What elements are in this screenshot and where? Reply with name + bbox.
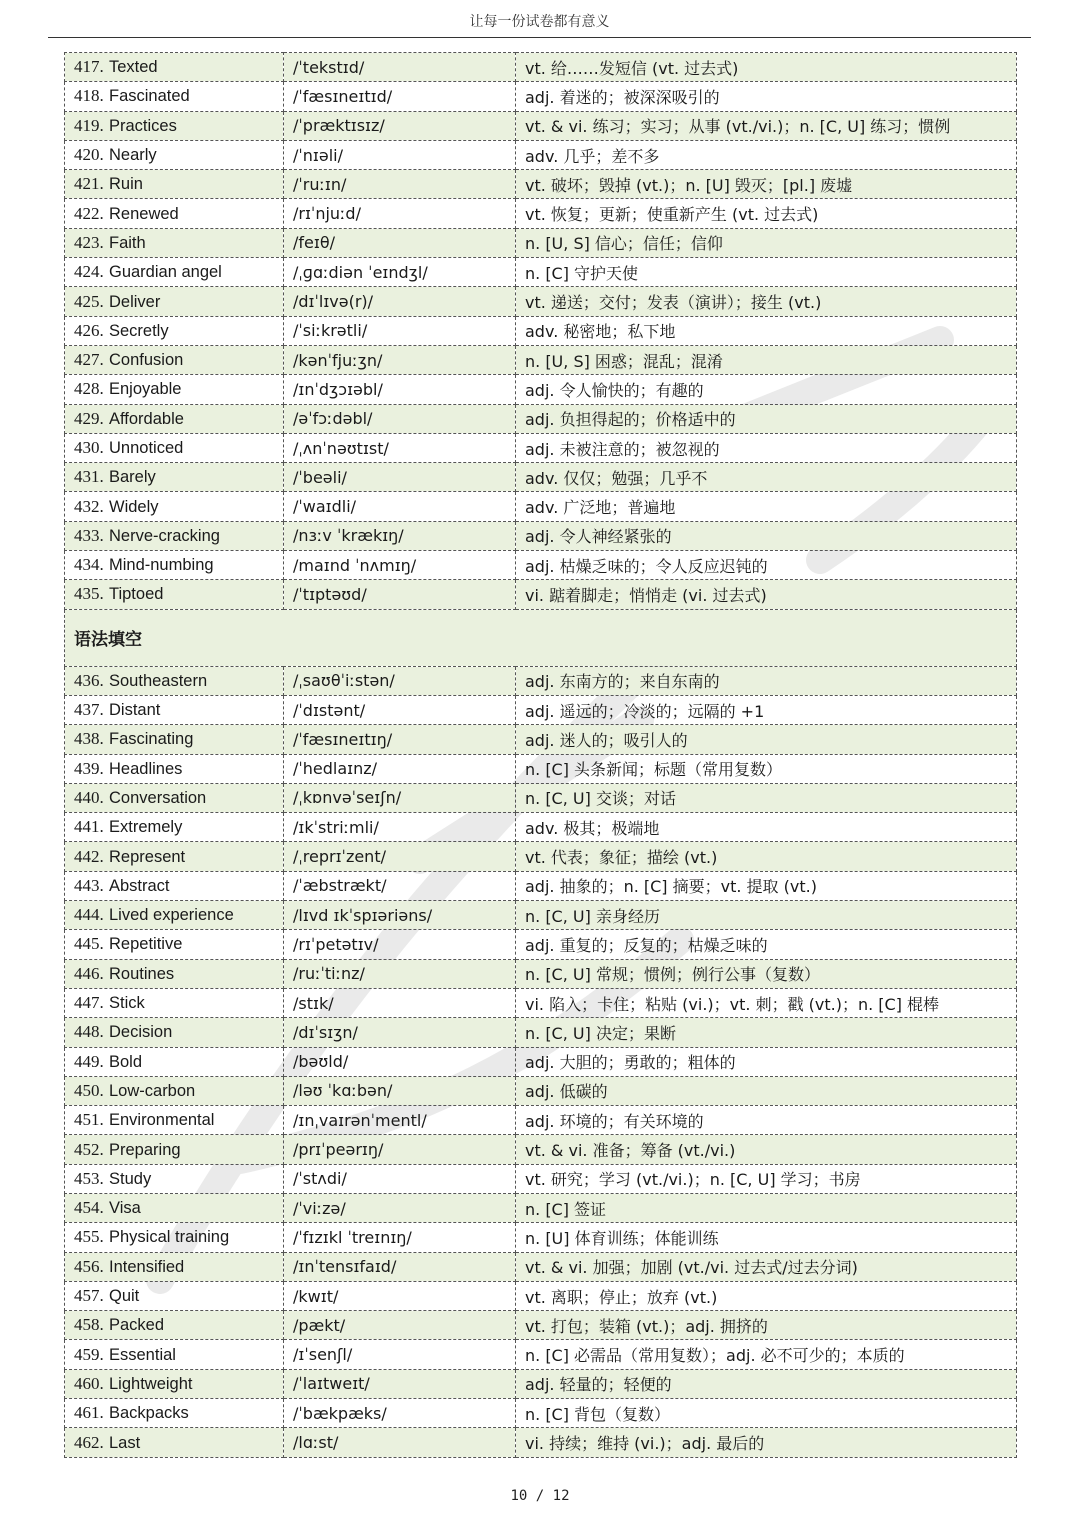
- table-row: [65, 1281, 1017, 1310]
- table-row: [65, 433, 1017, 462]
- page-number-total: 12: [552, 1488, 570, 1504]
- table-row: [65, 140, 1017, 169]
- entry-number: 451.: [74, 1110, 104, 1130]
- word-cell: [65, 959, 284, 988]
- table-row: [65, 959, 1017, 988]
- definition-cell: adj. 未被注意的；被忽视的: [516, 433, 1017, 462]
- entry-number: 458.: [74, 1315, 104, 1335]
- word-cell: [65, 375, 284, 404]
- definition-cell: vt. 打包；装箱 (vt.)；adj. 拥挤的: [516, 1311, 1017, 1340]
- entry-word: Physical training: [109, 1228, 230, 1247]
- entry-number: 421.: [74, 174, 104, 194]
- word-cell: [65, 930, 284, 959]
- section-title: 语法填空: [65, 609, 1017, 666]
- definition-cell: vt. & vi. 练习；实习；从事 (vt./vi.)；n. [C, U] 练习；惯例: [516, 111, 1017, 140]
- word-cell: [65, 988, 284, 1017]
- page-number-separator: /: [535, 1488, 545, 1504]
- page-header: [48, 0, 1031, 38]
- definition-cell: vt. 给……发短信 (vt. 过去式): [516, 53, 1017, 82]
- entry-word: Ruin: [109, 175, 143, 194]
- entry-number: 449.: [74, 1051, 104, 1071]
- word-cell: [65, 783, 284, 812]
- phonetic-cell: /ˈruːɪn/: [284, 170, 516, 199]
- phonetic-cell: /ˈbeəli/: [284, 463, 516, 492]
- entry-number: 444.: [74, 905, 104, 925]
- entry-number: 460.: [74, 1373, 104, 1393]
- entry-word: Backpacks: [109, 1404, 189, 1423]
- table-row: [65, 1428, 1017, 1457]
- entry-number: 453.: [74, 1168, 104, 1188]
- table-row: [65, 1018, 1017, 1047]
- entry-word: Packed: [109, 1316, 165, 1335]
- table-row: [65, 492, 1017, 521]
- word-cell: [65, 199, 284, 228]
- table-row: [65, 1340, 1017, 1369]
- entry-number: 433.: [74, 525, 104, 545]
- entry-number: 445.: [74, 934, 104, 954]
- table-row: [65, 1047, 1017, 1076]
- table-row: [65, 1164, 1017, 1193]
- phonetic-cell: /ˈwaɪdli/: [284, 492, 516, 521]
- entry-number: 456.: [74, 1256, 104, 1276]
- table-row: [65, 1252, 1017, 1281]
- table-row: [65, 228, 1017, 257]
- word-cell: [65, 345, 284, 374]
- definition-cell: vt. 破坏；毁掉 (vt.)；n. [U] 毁灭；[pl.] 废墟: [516, 170, 1017, 199]
- phonetic-cell: /ˈviːzə/: [284, 1193, 516, 1222]
- entry-number: 426.: [74, 320, 104, 340]
- word-cell: [65, 463, 284, 492]
- definition-cell: n. [C] 头条新闻；标题（常用复数）: [516, 754, 1017, 783]
- definition-cell: n. [C] 必需品（常用复数）；adj. 必不可少的；本质的: [516, 1340, 1017, 1369]
- definition-cell: vt. 递送；交付；发表（演讲）；接生 (vt.): [516, 287, 1017, 316]
- definition-cell: adj. 令人神经紧张的: [516, 521, 1017, 550]
- definition-cell: n. [U, S] 困惑；混乱；混淆: [516, 345, 1017, 374]
- table-row: [65, 1223, 1017, 1252]
- entry-word: Unnoticed: [109, 439, 184, 457]
- definition-cell: vt. & vi. 加强；加剧 (vt./vi. 过去式/过去分词): [516, 1252, 1017, 1281]
- definition-cell: n. [C] 守护天使: [516, 258, 1017, 287]
- entry-word: Guardian angel: [109, 263, 222, 282]
- entry-number: 425.: [74, 291, 104, 311]
- entry-number: 422.: [74, 203, 104, 223]
- definition-cell: n. [C, U] 常规；惯例；例行公事（复数）: [516, 959, 1017, 988]
- definition-cell: n. [C] 背包（复数）: [516, 1399, 1017, 1428]
- entry-number: 436.: [74, 670, 104, 690]
- table-row: [65, 813, 1017, 842]
- phonetic-cell: /ɪkˈstriːmli/: [284, 813, 516, 842]
- phonetic-cell: /prɪˈpeərɪŋ/: [284, 1135, 516, 1164]
- phonetic-cell: /nɜːv ˈkrækɪŋ/: [284, 521, 516, 550]
- entry-word: Low-carbon: [109, 1081, 196, 1100]
- phonetic-cell: /ɪnˈtensɪfaɪd/: [284, 1252, 516, 1281]
- entry-word: Faith: [109, 233, 146, 252]
- phonetic-cell: /ˌreprɪˈzent/: [284, 842, 516, 871]
- entry-word: Study: [109, 1169, 152, 1188]
- section-row: [65, 609, 1017, 666]
- word-cell: [65, 1369, 284, 1398]
- definition-cell: adv. 广泛地；普遍地: [516, 492, 1017, 521]
- entry-number: 446.: [74, 963, 104, 983]
- phonetic-cell: /ˈfæsɪneɪtɪd/: [284, 82, 516, 111]
- definition-cell: adj. 抽象的；n. [C] 摘要；vt. 提取 (vt.): [516, 871, 1017, 900]
- entry-word: Deliver: [109, 292, 161, 311]
- section-header-group: [65, 609, 1017, 666]
- phonetic-cell: /ˈfæsɪneɪtɪŋ/: [284, 725, 516, 754]
- entry-word: Decision: [109, 1023, 173, 1042]
- definition-cell: adj. 东南方的；来自东南的: [516, 666, 1017, 695]
- entry-word: Abstract: [109, 876, 170, 895]
- table-row: [65, 53, 1017, 82]
- entry-number: 437.: [74, 700, 104, 720]
- table-row: [65, 375, 1017, 404]
- table-row: [65, 287, 1017, 316]
- definition-cell: adj. 低碳的: [516, 1076, 1017, 1105]
- phonetic-cell: /ɪˈsenʃl/: [284, 1340, 516, 1369]
- phonetic-cell: /bəʊld/: [284, 1047, 516, 1076]
- entry-number: 443.: [74, 875, 104, 895]
- word-cell: [65, 170, 284, 199]
- definition-cell: adj. 负担得起的；价格适中的: [516, 404, 1017, 433]
- table-row: [65, 1369, 1017, 1398]
- phonetic-cell: /ˈsiːkrətli/: [284, 316, 516, 345]
- entry-number: 428.: [74, 379, 104, 399]
- word-cell: [65, 521, 284, 550]
- entry-number: 450.: [74, 1080, 104, 1100]
- word-cell: [65, 111, 284, 140]
- entry-number: 438.: [74, 729, 104, 749]
- table-row: [65, 199, 1017, 228]
- entry-number: 440.: [74, 787, 104, 807]
- word-cell: [65, 580, 284, 609]
- phonetic-cell: /kənˈfjuːʒn/: [284, 345, 516, 374]
- table-row: [65, 901, 1017, 930]
- table-row: [65, 463, 1017, 492]
- word-cell: [65, 901, 284, 930]
- definition-cell: n. [C, U] 亲身经历: [516, 901, 1017, 930]
- entry-number: 455.: [74, 1227, 104, 1247]
- word-cell: [65, 1135, 284, 1164]
- word-cell: [65, 695, 284, 724]
- phonetic-cell: /rɪˈpetətɪv/: [284, 930, 516, 959]
- definition-cell: n. [C] 签证: [516, 1193, 1017, 1222]
- table-row: [65, 988, 1017, 1017]
- word-cell: [65, 1252, 284, 1281]
- phonetic-cell: /ˈpræktɪsɪz/: [284, 111, 516, 140]
- entry-number: 439.: [74, 758, 104, 778]
- table-row: [65, 871, 1017, 900]
- entry-number: 417.: [74, 57, 104, 77]
- definition-cell: vt. & vi. 准备；筹备 (vt./vi.): [516, 1135, 1017, 1164]
- entry-number: 431.: [74, 467, 104, 487]
- entry-number: 423.: [74, 232, 104, 252]
- entry-word: Visa: [109, 1199, 141, 1218]
- table-row: [65, 783, 1017, 812]
- definition-cell: vt. 研究；学习 (vt./vi.)；n. [C, U] 学习；书房: [516, 1164, 1017, 1193]
- entry-number: 432.: [74, 496, 104, 516]
- word-cell: [65, 725, 284, 754]
- phonetic-cell: /ˈbækpæks/: [284, 1399, 516, 1428]
- entry-word: Headlines: [109, 759, 183, 778]
- word-cell: [65, 1106, 284, 1135]
- table-row: [65, 1193, 1017, 1222]
- word-cell: [65, 551, 284, 580]
- table-row: [65, 258, 1017, 287]
- entry-word: Tiptoed: [109, 585, 164, 604]
- table-row: [65, 1076, 1017, 1105]
- entry-word: Lived experience: [109, 906, 234, 925]
- definition-cell: n. [U, S] 信心；信任；信仰: [516, 228, 1017, 257]
- entry-number: 441.: [74, 817, 104, 837]
- entry-word: Southeastern: [109, 671, 208, 690]
- word-cell: [65, 1193, 284, 1222]
- table-row: [65, 695, 1017, 724]
- definition-cell: vt. 离职；停止；放弃 (vt.): [516, 1281, 1017, 1310]
- word-cell: [65, 1047, 284, 1076]
- entry-word: Barely: [109, 468, 156, 487]
- definition-cell: adv. 极其；极端地: [516, 813, 1017, 842]
- entry-word: Last: [109, 1433, 141, 1452]
- definition-cell: n. [U] 体育训练；体能训练: [516, 1223, 1017, 1252]
- word-cell: [65, 53, 284, 82]
- word-cell: [65, 1281, 284, 1310]
- phonetic-cell: /lɪvd ɪkˈspɪəriəns/: [284, 901, 516, 930]
- table-row: [65, 316, 1017, 345]
- phonetic-cell: /dɪˈlɪvə(r)/: [284, 287, 516, 316]
- table-row: [65, 521, 1017, 550]
- phonetic-cell: /ˌsaʊθˈiːstən/: [284, 666, 516, 695]
- phonetic-cell: /ˌʌnˈnəʊtɪst/: [284, 433, 516, 462]
- phonetic-cell: /ˈdɪstənt/: [284, 695, 516, 724]
- entry-number: 452.: [74, 1139, 104, 1159]
- definition-cell: adv. 仅仅；勉强；几乎不: [516, 463, 1017, 492]
- vocabulary-part-1: [65, 53, 1017, 610]
- phonetic-cell: /ɪnˈdʒɔɪəbl/: [284, 375, 516, 404]
- phonetic-cell: /əˈfɔːdəbl/: [284, 404, 516, 433]
- entry-word: Preparing: [109, 1140, 181, 1159]
- entry-word: Nerve-cracking: [109, 526, 220, 545]
- table-row: [65, 1135, 1017, 1164]
- definition-cell: adj. 重复的；反复的；枯燥乏味的: [516, 930, 1017, 959]
- entry-number: 447.: [74, 993, 104, 1013]
- word-cell: [65, 813, 284, 842]
- definition-cell: adj. 令人愉快的；有趣的: [516, 375, 1017, 404]
- phonetic-cell: /rɪˈnjuːd/: [284, 199, 516, 228]
- definition-cell: adj. 环境的；有关环境的: [516, 1106, 1017, 1135]
- entry-word: Fascinated: [109, 87, 190, 106]
- entry-number: 457.: [74, 1286, 104, 1306]
- table-row: [65, 551, 1017, 580]
- phonetic-cell: /ˈfɪzɪkl ˈtreɪnɪŋ/: [284, 1223, 516, 1252]
- entry-word: Practices: [109, 116, 177, 135]
- entry-number: 419.: [74, 115, 104, 135]
- word-cell: [65, 1340, 284, 1369]
- entry-number: 459.: [74, 1344, 104, 1364]
- entry-word: Texted: [109, 58, 158, 77]
- entry-word: Fascinating: [109, 730, 194, 749]
- word-cell: [65, 140, 284, 169]
- entry-number: 418.: [74, 86, 104, 106]
- word-cell: [65, 1223, 284, 1252]
- definition-cell: vt. 代表；象征；描绘 (vt.): [516, 842, 1017, 871]
- phonetic-cell: /ˈtɪptəʊd/: [284, 580, 516, 609]
- entry-word: Widely: [109, 497, 159, 516]
- table-row: [65, 930, 1017, 959]
- entry-word: Distant: [109, 701, 161, 720]
- entry-word: Secretly: [109, 321, 169, 340]
- table-row: [65, 580, 1017, 609]
- entry-number: 429.: [74, 408, 104, 428]
- entry-word: Extremely: [109, 818, 183, 837]
- phonetic-cell: /ˈtekstɪd/: [284, 53, 516, 82]
- definition-cell: n. [C, U] 决定；果断: [516, 1018, 1017, 1047]
- table-row: [65, 345, 1017, 374]
- definition-cell: adv. 几乎；差不多: [516, 140, 1017, 169]
- definition-cell: adv. 秘密地；私下地: [516, 316, 1017, 345]
- definition-cell: vi. 持续；维持 (vi.)；adj. 最后的: [516, 1428, 1017, 1457]
- table-row: [65, 404, 1017, 433]
- entry-word: Essential: [109, 1345, 176, 1364]
- entry-word: Confusion: [109, 351, 184, 370]
- word-cell: [65, 492, 284, 521]
- entry-number: 427.: [74, 350, 104, 370]
- entry-word: Repetitive: [109, 935, 183, 954]
- table-row: [65, 725, 1017, 754]
- entry-number: 442.: [74, 846, 104, 866]
- entry-word: Enjoyable: [109, 380, 182, 399]
- table-row: [65, 82, 1017, 111]
- table-row: [65, 1311, 1017, 1340]
- phonetic-cell: /ˌɡɑːdiən ˈeɪndʒl/: [284, 258, 516, 287]
- phonetic-cell: /ˈæbstrækt/: [284, 871, 516, 900]
- table-row: [65, 1106, 1017, 1135]
- phonetic-cell: /lɑːst/: [284, 1428, 516, 1457]
- phonetic-cell: /ɪnˌvaɪrənˈmentl/: [284, 1106, 516, 1135]
- entry-word: Stick: [109, 994, 145, 1013]
- entry-word: Affordable: [109, 409, 184, 428]
- entry-word: Environmental: [109, 1111, 215, 1130]
- word-cell: [65, 754, 284, 783]
- word-cell: [65, 287, 284, 316]
- phonetic-cell: /maɪnd ˈnʌmɪŋ/: [284, 551, 516, 580]
- table-row: [65, 666, 1017, 695]
- word-cell: [65, 1399, 284, 1428]
- entry-word: Quit: [109, 1287, 140, 1306]
- entry-number: 430.: [74, 438, 104, 457]
- phonetic-cell: /dɪˈsɪʒn/: [284, 1018, 516, 1047]
- entry-number: 462.: [74, 1432, 104, 1452]
- phonetic-cell: /stɪk/: [284, 988, 516, 1017]
- definition-cell: n. [C, U] 交谈；对话: [516, 783, 1017, 812]
- entry-word: Nearly: [109, 146, 157, 165]
- phonetic-cell: /ləʊ ˈkɑːbən/: [284, 1076, 516, 1105]
- phonetic-cell: /pækt/: [284, 1311, 516, 1340]
- table-row: [65, 1399, 1017, 1428]
- definition-cell: vt. 恢复；更新；使重新产生 (vt. 过去式): [516, 199, 1017, 228]
- entry-number: 420.: [74, 145, 104, 165]
- phonetic-cell: /ruːˈtiːnz/: [284, 959, 516, 988]
- vocabulary-table: [64, 52, 1017, 1458]
- table-row: [65, 170, 1017, 199]
- word-cell: [65, 1164, 284, 1193]
- entry-word: Mind-numbing: [109, 556, 214, 575]
- header-title: 让每一份试卷都有意义: [469, 14, 610, 30]
- entry-word: Lightweight: [109, 1374, 193, 1393]
- entry-number: 454.: [74, 1198, 104, 1218]
- phonetic-cell: /ˈhedlaɪnz/: [284, 754, 516, 783]
- entry-word: Intensified: [109, 1257, 185, 1276]
- phonetic-cell: /kwɪt/: [284, 1281, 516, 1310]
- vocabulary-part-2: [65, 666, 1017, 1457]
- entry-word: Renewed: [109, 204, 179, 223]
- word-cell: [65, 258, 284, 287]
- phonetic-cell: /ˌkɒnvəˈseɪʃn/: [284, 783, 516, 812]
- word-cell: [65, 1428, 284, 1457]
- page-footer: [0, 1488, 1080, 1504]
- definition-cell: adj. 遥远的；冷淡的；远隔的 +1: [516, 695, 1017, 724]
- word-cell: [65, 316, 284, 345]
- entry-number: 448.: [74, 1022, 104, 1042]
- entry-word: Represent: [109, 847, 186, 866]
- definition-cell: adj. 迷人的；吸引人的: [516, 725, 1017, 754]
- definition-cell: vi. 踮着脚走；悄悄走 (vi. 过去式): [516, 580, 1017, 609]
- definition-cell: vi. 陷入；卡住；粘贴 (vi.)；vt. 刺；戳 (vt.)；n. [C] 棍棒: [516, 988, 1017, 1017]
- entry-number: 435.: [74, 584, 104, 604]
- word-cell: [65, 404, 284, 433]
- word-cell: [65, 1076, 284, 1105]
- phonetic-cell: /feɪθ/: [284, 228, 516, 257]
- word-cell: [65, 871, 284, 900]
- phonetic-cell: /ˈstʌdi/: [284, 1164, 516, 1193]
- entry-number: 434.: [74, 555, 104, 575]
- table-row: [65, 754, 1017, 783]
- definition-cell: adj. 大胆的；勇敢的；粗体的: [516, 1047, 1017, 1076]
- definition-cell: adj. 轻量的；轻便的: [516, 1369, 1017, 1398]
- entry-number: 424.: [74, 262, 104, 282]
- table-row: [65, 842, 1017, 871]
- table-row: [65, 111, 1017, 140]
- phonetic-cell: /ˈnɪəli/: [284, 140, 516, 169]
- entry-word: Conversation: [109, 788, 207, 807]
- word-cell: [65, 666, 284, 695]
- word-cell: [65, 842, 284, 871]
- definition-cell: adj. 枯燥乏味的；令人反应迟钝的: [516, 551, 1017, 580]
- page-number-current: 10: [510, 1488, 528, 1504]
- word-cell: [65, 228, 284, 257]
- word-cell: [65, 1018, 284, 1047]
- entry-number: 461.: [74, 1403, 104, 1423]
- word-cell: [65, 82, 284, 111]
- entry-word: Bold: [109, 1052, 143, 1071]
- definition-cell: adj. 着迷的；被深深吸引的: [516, 82, 1017, 111]
- word-cell: [65, 1311, 284, 1340]
- phonetic-cell: /ˈlaɪtweɪt/: [284, 1369, 516, 1398]
- entry-word: Routines: [109, 964, 175, 983]
- word-cell: [65, 433, 284, 462]
